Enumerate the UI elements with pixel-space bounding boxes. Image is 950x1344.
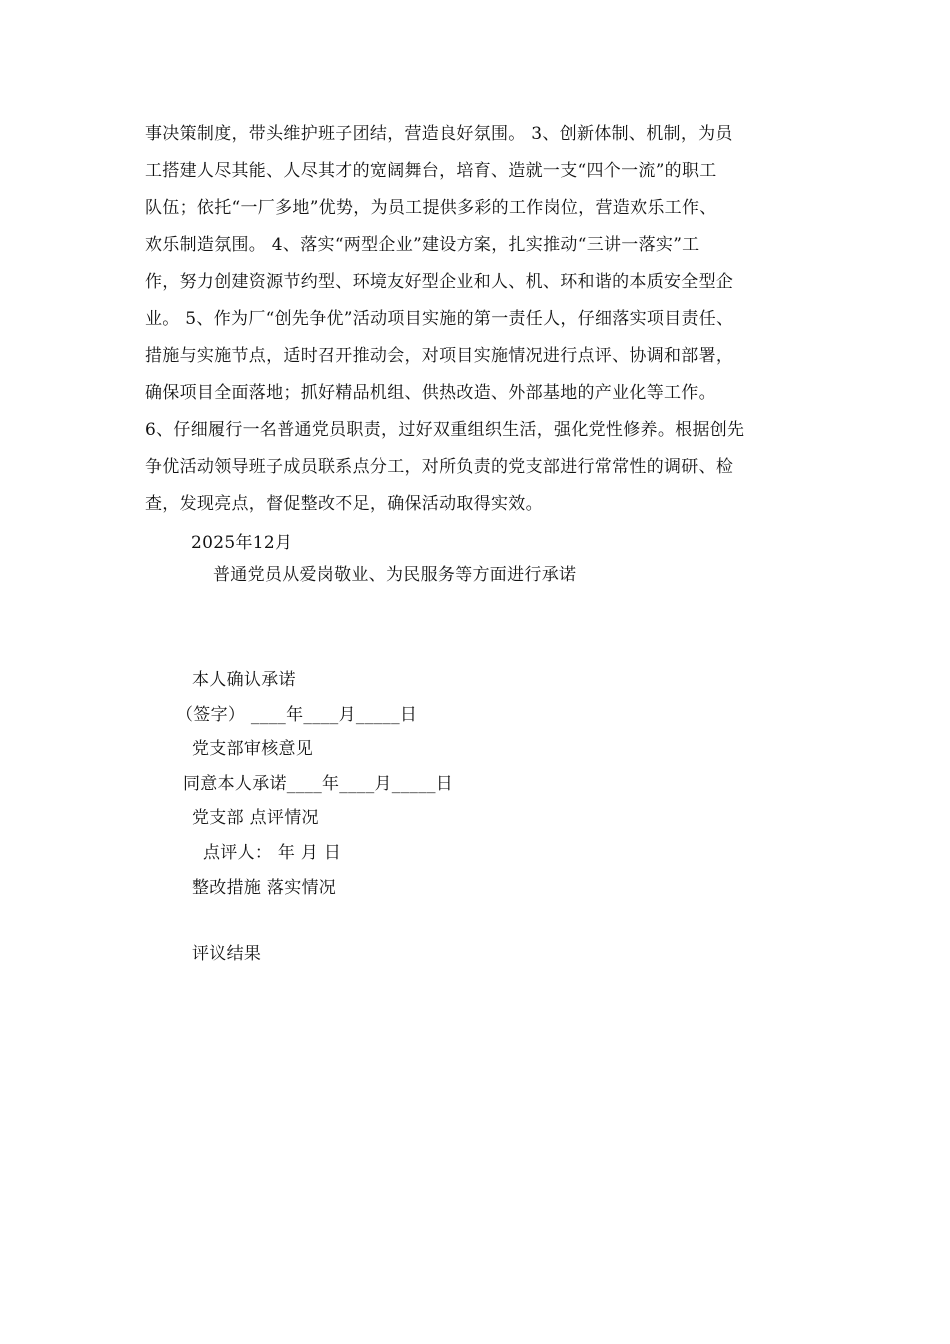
body-line-4: 欢乐制造氛围。 4、落实“两型企业”建设方案，扎实推动“三讲一落实”工 bbox=[145, 235, 700, 255]
body-line-11: 查，发现亮点，督促整改不足，确保活动取得实效。 bbox=[145, 494, 543, 514]
confirm-label: 本人确认承诺 bbox=[192, 670, 296, 690]
agree-line: 同意本人承诺____年____月_____日 bbox=[183, 774, 454, 794]
document-subtitle: 普通党员从爱岗敬业、为民服务等方面进行承诺 bbox=[213, 565, 577, 585]
body-line-3: 队伍；依托“一厂多地”优势，为员工提供多彩的工作岗位，营造欢乐工作、 bbox=[145, 198, 717, 218]
body-line-1: 事决策制度，带头维护班子团结，营造良好氛围。 3、创新体制、机制，为员 bbox=[145, 124, 733, 144]
body-line-7: 措施与实施节点，适时召开推动会，对项目实施情况进行点评、协调和部署， bbox=[145, 346, 734, 366]
body-line-10: 争优活动领导班子成员联系点分工，对所负责的党支部进行常常性的调研、检 bbox=[145, 457, 734, 477]
body-line-2: 工搭建人尽其能、人尽其才的宽阔舞台，培育、造就一支“四个一流”的职工 bbox=[145, 161, 717, 181]
body-line-8: 确保项目全面落地；抓好精品机组、供热改造、外部基地的产业化等工作。 bbox=[145, 383, 716, 403]
rectification-label: 整改措施 落实情况 bbox=[192, 878, 337, 898]
body-line-9: 6、仔细履行一名普通党员职责，过好双重组织生活，强化党性修养。根据创先 bbox=[145, 420, 745, 440]
evaluation-label: 评议结果 bbox=[192, 944, 262, 964]
body-line-6: 业。 5、作为厂“创先争优”活动项目实施的第一责任人，仔细落实项目责任、 bbox=[145, 309, 734, 329]
document-date: 2025年12月 bbox=[191, 533, 293, 553]
body-line-5: 作，努力创建资源节约型、环境友好型企业和人、机、环和谐的本质安全型企 bbox=[145, 272, 734, 292]
branch-comment-label: 党支部 点评情况 bbox=[192, 808, 319, 828]
signature-line: （签字） ____年____月_____日 bbox=[176, 705, 418, 725]
branch-review-label: 党支部审核意见 bbox=[192, 739, 314, 759]
commenter-line: 点评人： 年 月 日 bbox=[203, 843, 342, 863]
